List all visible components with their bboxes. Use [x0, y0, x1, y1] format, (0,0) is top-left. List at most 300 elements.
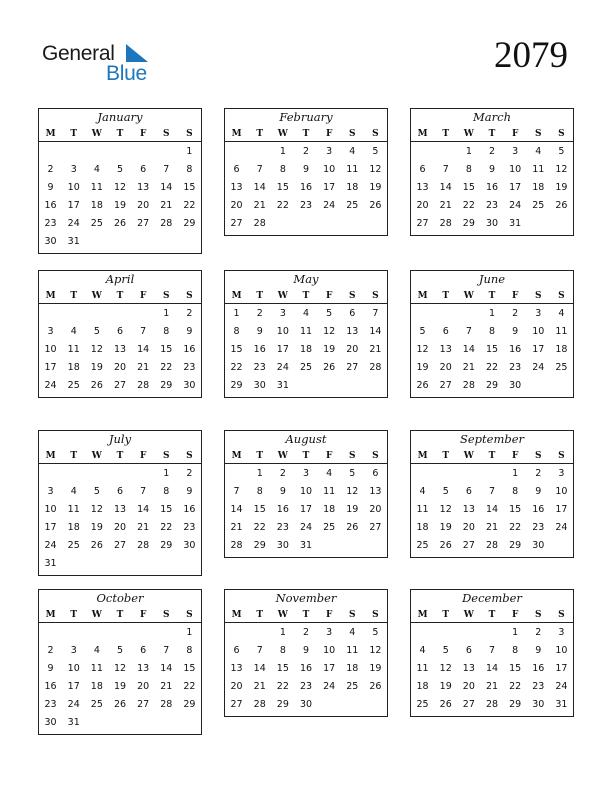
day-cell: 16	[532, 663, 545, 674]
empty-day-cell	[225, 465, 248, 483]
week-row	[225, 519, 387, 537]
weekday-header: T	[302, 451, 310, 461]
week-row	[411, 305, 573, 323]
day-cell: 24	[299, 522, 313, 533]
day-cell: 1	[163, 468, 170, 479]
week-row	[411, 179, 573, 197]
day-cell: 18	[416, 522, 429, 533]
day-cell: 29	[509, 699, 522, 710]
weekday-header: S	[349, 291, 356, 301]
day-cell: 27	[369, 522, 382, 533]
weekday-header: W	[91, 291, 102, 301]
day-cell: 5	[442, 486, 449, 497]
day-cell: 7	[442, 164, 449, 175]
empty-day-cell	[341, 215, 364, 233]
day-cell: 15	[276, 663, 289, 674]
weekday-header: S	[349, 451, 356, 461]
day-cell: 3	[512, 146, 519, 157]
day-cell: 26	[555, 200, 568, 211]
week-row	[225, 696, 387, 714]
day-cell: 6	[140, 164, 147, 175]
day-cell: 21	[160, 681, 173, 692]
day-cell: 23	[183, 522, 196, 533]
day-cell: 14	[369, 326, 382, 337]
week-row	[411, 678, 573, 696]
month-title: February	[279, 110, 333, 124]
day-cell: 29	[160, 380, 173, 391]
day-cell: 4	[349, 146, 356, 157]
day-cell: 1	[186, 146, 193, 157]
day-cell: 20	[416, 200, 429, 211]
day-cell: 15	[253, 504, 266, 515]
day-cell: 28	[369, 362, 382, 373]
weekday-header: F	[139, 451, 147, 461]
weekday-header: T	[442, 451, 450, 461]
day-cell: 6	[140, 645, 147, 656]
weekday-header: W	[463, 610, 474, 620]
day-cell: 21	[253, 681, 266, 692]
weekday-header-row	[411, 126, 573, 142]
week-row	[411, 341, 573, 359]
day-cell: 30	[299, 699, 313, 710]
month-january	[38, 108, 202, 254]
day-cell: 15	[462, 182, 475, 193]
day-cell: 22	[485, 362, 499, 373]
day-cell: 25	[555, 362, 568, 373]
day-cell: 17	[44, 362, 57, 373]
weekday-header: T	[442, 129, 450, 139]
week-row	[225, 483, 387, 501]
day-cell: 30	[183, 380, 196, 391]
day-cell: 13	[113, 504, 127, 515]
empty-day-cell	[155, 233, 178, 251]
empty-day-cell	[132, 465, 155, 483]
day-cell: 12	[416, 344, 429, 355]
day-cell: 28	[485, 540, 499, 551]
empty-day-cell	[62, 465, 85, 483]
weekday-header: T	[116, 129, 124, 139]
day-cell: 29	[276, 699, 289, 710]
day-cell: 19	[369, 663, 382, 674]
empty-day-cell	[85, 305, 108, 323]
day-cell: 27	[113, 540, 127, 551]
week-row	[225, 161, 387, 179]
empty-day-cell	[178, 555, 201, 573]
day-cell: 4	[419, 645, 426, 656]
day-cell: 15	[183, 663, 196, 674]
day-cell: 7	[488, 645, 496, 656]
month-title: January	[97, 110, 143, 124]
day-cell: 26	[369, 200, 382, 211]
week-row	[225, 143, 387, 161]
weekday-header: T	[302, 610, 310, 620]
day-cell: 7	[233, 486, 240, 497]
month-title: May	[293, 272, 319, 286]
empty-day-cell	[132, 233, 155, 251]
day-cell: 16	[276, 504, 289, 515]
week-row	[225, 501, 387, 519]
empty-day-cell	[248, 143, 271, 161]
day-cell: 9	[279, 486, 286, 497]
day-cell: 17	[532, 344, 545, 355]
day-cell: 10	[276, 326, 289, 337]
day-cell: 22	[160, 522, 173, 533]
empty-day-cell	[85, 555, 108, 573]
weekday-header: T	[256, 451, 264, 461]
weekday-header: S	[558, 451, 565, 461]
weekday-header: M	[45, 129, 56, 139]
day-cell: 11	[346, 164, 359, 175]
weekday-header: M	[417, 610, 428, 620]
day-cell: 1	[186, 627, 193, 638]
weekday-header: F	[139, 291, 147, 301]
day-cell: 30	[44, 717, 57, 728]
day-cell: 30	[532, 699, 545, 710]
day-cell: 27	[346, 362, 359, 373]
empty-day-cell	[132, 143, 155, 161]
day-cell: 13	[439, 344, 452, 355]
day-cell: 9	[186, 326, 193, 337]
day-cell: 11	[416, 663, 429, 674]
week-row	[225, 624, 387, 642]
empty-day-cell	[341, 537, 364, 555]
empty-day-cell	[39, 143, 62, 161]
month-title: November	[275, 591, 337, 605]
empty-day-cell	[480, 465, 503, 483]
day-cell: 10	[323, 164, 336, 175]
weekday-header: T	[256, 610, 264, 620]
day-cell: 9	[535, 645, 542, 656]
day-cell: 9	[302, 164, 310, 175]
month-september	[410, 430, 574, 558]
day-cell: 10	[44, 344, 57, 355]
day-cell: 30	[532, 540, 545, 551]
day-cell: 24	[67, 218, 80, 229]
day-cell: 8	[186, 645, 193, 656]
day-cell: 8	[512, 486, 519, 497]
month-days	[39, 464, 201, 575]
weekday-header: F	[511, 129, 519, 139]
week-row	[225, 323, 387, 341]
day-cell: 8	[256, 486, 263, 497]
month-days	[411, 304, 573, 397]
month-july	[38, 430, 202, 576]
day-cell: 28	[160, 699, 173, 710]
day-cell: 19	[439, 522, 452, 533]
empty-day-cell	[550, 537, 573, 555]
week-row	[225, 215, 387, 233]
day-cell: 22	[230, 362, 243, 373]
day-cell: 13	[113, 344, 127, 355]
week-row	[225, 678, 387, 696]
day-cell: 3	[326, 627, 333, 638]
empty-day-cell	[527, 377, 550, 395]
day-cell: 13	[137, 182, 150, 193]
day-cell: 17	[67, 200, 80, 211]
day-cell: 22	[509, 681, 522, 692]
day-cell: 6	[233, 164, 240, 175]
day-cell: 20	[113, 522, 127, 533]
month-title: December	[462, 591, 522, 605]
day-cell: 22	[183, 681, 196, 692]
day-cell: 14	[462, 344, 475, 355]
day-cell: 15	[230, 344, 243, 355]
day-cell: 23	[183, 362, 196, 373]
day-cell: 16	[183, 344, 196, 355]
day-cell: 27	[462, 699, 475, 710]
weekday-header: T	[116, 291, 124, 301]
day-cell: 7	[256, 645, 263, 656]
week-row	[225, 305, 387, 323]
day-cell: 27	[230, 218, 243, 229]
day-cell: 9	[302, 645, 310, 656]
day-cell: 5	[116, 645, 124, 656]
week-row	[39, 678, 201, 696]
day-cell: 18	[90, 200, 103, 211]
day-cell: 7	[465, 326, 472, 337]
day-cell: 25	[67, 540, 80, 551]
day-cell: 23	[44, 699, 57, 710]
brand-logo	[42, 40, 162, 88]
weekday-header: W	[277, 451, 288, 461]
empty-day-cell	[155, 714, 178, 732]
day-cell: 10	[67, 663, 80, 674]
weekday-header: T	[488, 451, 496, 461]
month-october	[38, 589, 202, 735]
day-cell: 23	[509, 362, 522, 373]
weekday-header: S	[535, 129, 542, 139]
day-cell: 18	[555, 344, 568, 355]
empty-day-cell	[457, 465, 480, 483]
day-cell: 1	[279, 146, 286, 157]
month-days	[39, 304, 201, 397]
day-cell: 2	[279, 468, 286, 479]
day-cell: 29	[160, 540, 173, 551]
day-cell: 7	[140, 486, 147, 497]
day-cell: 9	[535, 486, 542, 497]
day-cell: 2	[302, 627, 310, 638]
week-row	[39, 696, 201, 714]
day-cell: 8	[512, 645, 519, 656]
week-row	[39, 341, 201, 359]
day-cell: 9	[512, 326, 519, 337]
weekday-header: F	[325, 129, 333, 139]
day-cell: 1	[163, 308, 170, 319]
day-cell: 8	[279, 164, 286, 175]
day-cell: 31	[67, 717, 80, 728]
day-cell: 14	[485, 663, 499, 674]
day-cell: 12	[90, 504, 103, 515]
day-cell: 21	[137, 362, 150, 373]
day-cell: 29	[485, 380, 499, 391]
day-cell: 4	[93, 164, 100, 175]
day-cell: 10	[532, 326, 545, 337]
day-cell: 26	[369, 681, 382, 692]
day-cell: 13	[346, 326, 359, 337]
day-cell: 31	[44, 558, 57, 569]
empty-day-cell	[318, 377, 341, 395]
day-cell: 4	[326, 468, 333, 479]
weekday-header: S	[535, 610, 542, 620]
day-cell: 16	[485, 182, 499, 193]
week-row	[225, 537, 387, 555]
day-cell: 7	[372, 308, 379, 319]
weekday-header: M	[417, 129, 428, 139]
week-row	[39, 377, 201, 395]
weekday-header: S	[372, 291, 379, 301]
day-cell: 23	[532, 522, 545, 533]
day-cell: 3	[47, 486, 54, 497]
day-cell: 13	[137, 663, 150, 674]
day-cell: 23	[253, 362, 266, 373]
month-days	[225, 304, 387, 397]
week-row	[411, 537, 573, 555]
empty-day-cell	[341, 377, 364, 395]
day-cell: 6	[116, 326, 124, 337]
empty-day-cell	[85, 233, 108, 251]
day-cell: 7	[163, 645, 170, 656]
day-cell: 26	[346, 522, 359, 533]
week-row	[411, 215, 573, 233]
weekday-header-row	[225, 126, 387, 142]
weekday-header: T	[442, 610, 450, 620]
day-cell: 10	[44, 504, 57, 515]
week-row	[39, 483, 201, 501]
empty-day-cell	[411, 624, 434, 642]
day-cell: 7	[163, 164, 170, 175]
day-cell: 28	[253, 699, 266, 710]
weekday-header: M	[231, 291, 242, 301]
weekday-header: S	[163, 610, 170, 620]
day-cell: 20	[137, 681, 150, 692]
day-cell: 2	[186, 308, 193, 319]
weekday-header: T	[70, 129, 78, 139]
weekday-header: F	[325, 610, 333, 620]
day-cell: 2	[302, 146, 310, 157]
week-row	[39, 215, 201, 233]
weekday-header: S	[186, 291, 193, 301]
day-cell: 6	[442, 326, 449, 337]
empty-day-cell	[108, 714, 131, 732]
week-row	[39, 537, 201, 555]
weekday-header: T	[488, 291, 496, 301]
day-cell: 17	[555, 504, 568, 515]
day-cell: 19	[113, 200, 127, 211]
week-row	[39, 555, 201, 573]
day-cell: 22	[183, 200, 196, 211]
month-title: October	[96, 591, 144, 605]
empty-day-cell	[62, 305, 85, 323]
day-cell: 29	[253, 540, 266, 551]
week-row	[411, 501, 573, 519]
calendar-year: 2079	[494, 35, 568, 76]
day-cell: 14	[485, 504, 499, 515]
day-cell: 27	[230, 699, 243, 710]
day-cell: 11	[90, 663, 103, 674]
day-cell: 17	[323, 182, 336, 193]
weekday-header: T	[256, 129, 264, 139]
brand-name-blue: Blue	[106, 62, 147, 85]
weekday-header: M	[417, 451, 428, 461]
day-cell: 18	[67, 362, 80, 373]
day-cell: 22	[276, 681, 289, 692]
empty-day-cell	[364, 377, 387, 395]
day-cell: 6	[419, 164, 426, 175]
empty-day-cell	[132, 624, 155, 642]
empty-day-cell	[108, 233, 131, 251]
empty-day-cell	[271, 215, 294, 233]
week-row	[39, 642, 201, 660]
weekday-header: T	[70, 451, 78, 461]
month-august	[224, 430, 388, 558]
day-cell: 6	[465, 645, 472, 656]
day-cell: 2	[186, 468, 193, 479]
day-cell: 18	[67, 522, 80, 533]
day-cell: 20	[230, 681, 243, 692]
empty-day-cell	[225, 624, 248, 642]
month-days	[411, 464, 573, 557]
empty-day-cell	[294, 215, 317, 233]
day-cell: 8	[465, 164, 472, 175]
day-cell: 20	[113, 362, 127, 373]
day-cell: 14	[439, 182, 452, 193]
day-cell: 30	[183, 540, 196, 551]
day-cell: 1	[279, 627, 286, 638]
week-row	[39, 197, 201, 215]
empty-day-cell	[364, 215, 387, 233]
week-row	[411, 696, 573, 714]
day-cell: 1	[465, 146, 472, 157]
day-cell: 3	[70, 164, 77, 175]
week-row	[39, 305, 201, 323]
day-cell: 11	[532, 164, 545, 175]
week-row	[39, 359, 201, 377]
week-row	[225, 341, 387, 359]
day-cell: 3	[558, 627, 565, 638]
empty-day-cell	[108, 465, 131, 483]
day-cell: 21	[485, 681, 499, 692]
day-cell: 13	[230, 182, 243, 193]
week-row	[225, 359, 387, 377]
day-cell: 28	[160, 218, 173, 229]
weekday-header: F	[325, 451, 333, 461]
day-cell: 8	[186, 164, 193, 175]
empty-day-cell	[85, 143, 108, 161]
day-cell: 6	[116, 486, 124, 497]
day-cell: 29	[230, 380, 243, 391]
day-cell: 14	[160, 663, 173, 674]
day-cell: 25	[90, 699, 103, 710]
day-cell: 31	[555, 699, 568, 710]
week-row	[225, 642, 387, 660]
weekday-header: T	[302, 129, 310, 139]
day-cell: 15	[160, 344, 173, 355]
month-april	[38, 270, 202, 398]
day-cell: 18	[416, 681, 429, 692]
weekday-header: S	[349, 129, 356, 139]
week-row	[411, 161, 573, 179]
day-cell: 22	[509, 522, 522, 533]
week-row	[39, 519, 201, 537]
empty-day-cell	[434, 143, 457, 161]
day-cell: 12	[369, 645, 382, 656]
day-cell: 2	[47, 164, 54, 175]
week-row	[411, 197, 573, 215]
day-cell: 19	[369, 182, 382, 193]
empty-day-cell	[108, 143, 131, 161]
day-cell: 6	[233, 645, 240, 656]
day-cell: 27	[113, 380, 127, 391]
